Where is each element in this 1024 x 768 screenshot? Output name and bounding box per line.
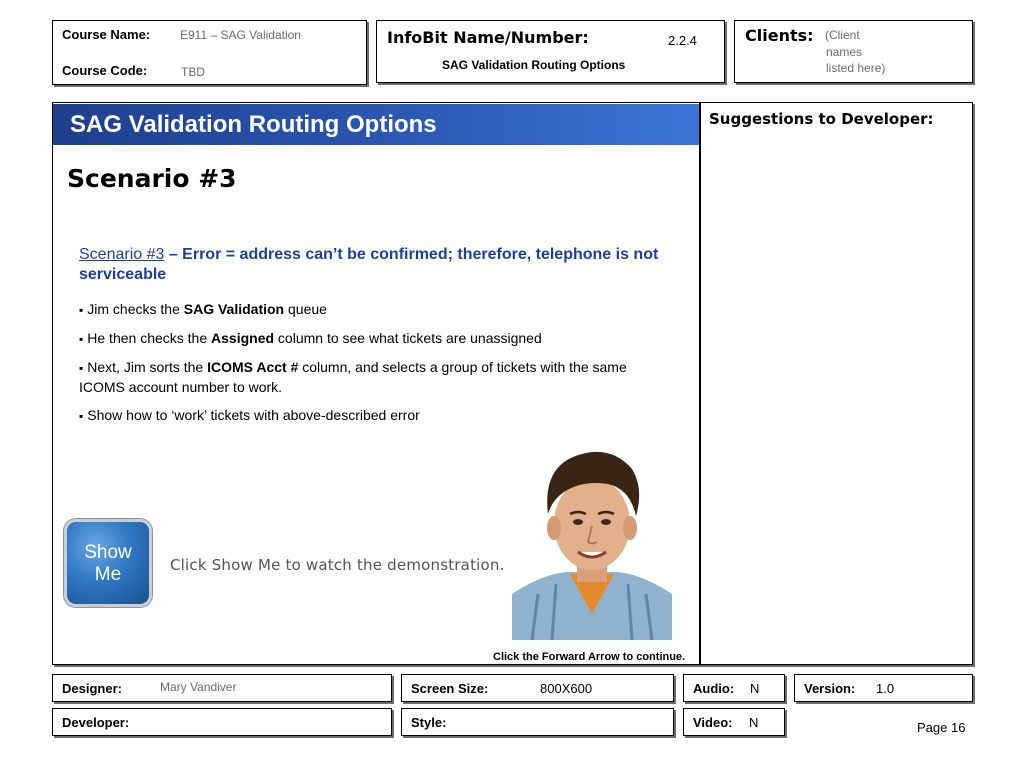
course-info-box (52, 20, 367, 85)
style-box (401, 708, 674, 736)
infobit-label: InfoBit Name/Number: (387, 28, 589, 47)
style-label: Style: (411, 715, 447, 730)
designer-box (52, 674, 392, 702)
clients-label: Clients: (745, 26, 814, 45)
video-label: Video: (693, 715, 733, 730)
version-value: 1.0 (876, 681, 895, 696)
infobit-box (376, 20, 725, 83)
screen-size-value: 800X600 (540, 681, 593, 696)
show-me-button[interactable] (64, 519, 152, 607)
developer-label: Developer: (62, 715, 130, 730)
course-name-value: E911 – SAG Validation (180, 28, 301, 42)
list-item: ▪ He then checks the Assigned column to see what tickets are unassigned (79, 329, 669, 349)
course-code-value: TBD (181, 65, 205, 79)
audio-value: N (750, 681, 760, 696)
version-box (794, 674, 973, 702)
scenario-link[interactable]: Scenario #3 (79, 246, 165, 263)
course-name-label: Course Name: (62, 27, 151, 42)
forward-arrow-note: Click the Forward Arrow to continue. (493, 651, 686, 663)
developer-box (52, 708, 392, 736)
audio-box (683, 674, 785, 702)
infobit-number: 2.2.4 (668, 33, 697, 48)
video-value: N (749, 715, 759, 730)
clients-box (734, 20, 973, 83)
page-number: Page 16 (917, 720, 966, 735)
video-box (683, 708, 785, 736)
show-me-caption: Click Show Me to watch the demonstration. (170, 556, 505, 574)
screen-size-label: Screen Size: (411, 681, 489, 696)
audio-label: Audio: (693, 681, 735, 696)
scenario-heading: Scenario #3 (67, 164, 237, 193)
list-item: ▪ Show how to ‘work’ tickets with above-described error (79, 406, 669, 426)
screen-title: SAG Validation Routing Options (70, 111, 437, 138)
scenario-error-text: – Error = address can’t be confirmed; therefore, telephone is not serviceable (79, 246, 659, 283)
show-me-label-2: Me (94, 564, 122, 585)
list-item: ▪ Jim checks the SAG Validation queue (79, 300, 669, 320)
clients-line-3: listed here) (826, 61, 886, 75)
character-photo (512, 444, 672, 640)
scenario-steps (79, 300, 669, 435)
clients-line-2: names (826, 45, 863, 59)
suggestions-label: Suggestions to Developer: (709, 110, 934, 128)
show-me-label-1: Show (84, 542, 132, 563)
infobit-name: SAG Validation Routing Options (442, 58, 626, 72)
screen-size-box (401, 674, 674, 702)
suggestions-panel (700, 102, 973, 665)
course-code-label: Course Code: (62, 63, 148, 78)
designer-value: Mary Vandiver (160, 680, 237, 694)
designer-label: Designer: (62, 681, 122, 696)
screen-title-bar (53, 104, 699, 145)
list-item: ▪ Next, Jim sorts the ICOMS Acct # column, and selects a group of tickets with the same ICOMS account number to work. (79, 358, 669, 397)
version-label: Version: (804, 681, 856, 696)
clients-line-1: (Client (825, 28, 860, 42)
scenario-description (79, 245, 664, 285)
